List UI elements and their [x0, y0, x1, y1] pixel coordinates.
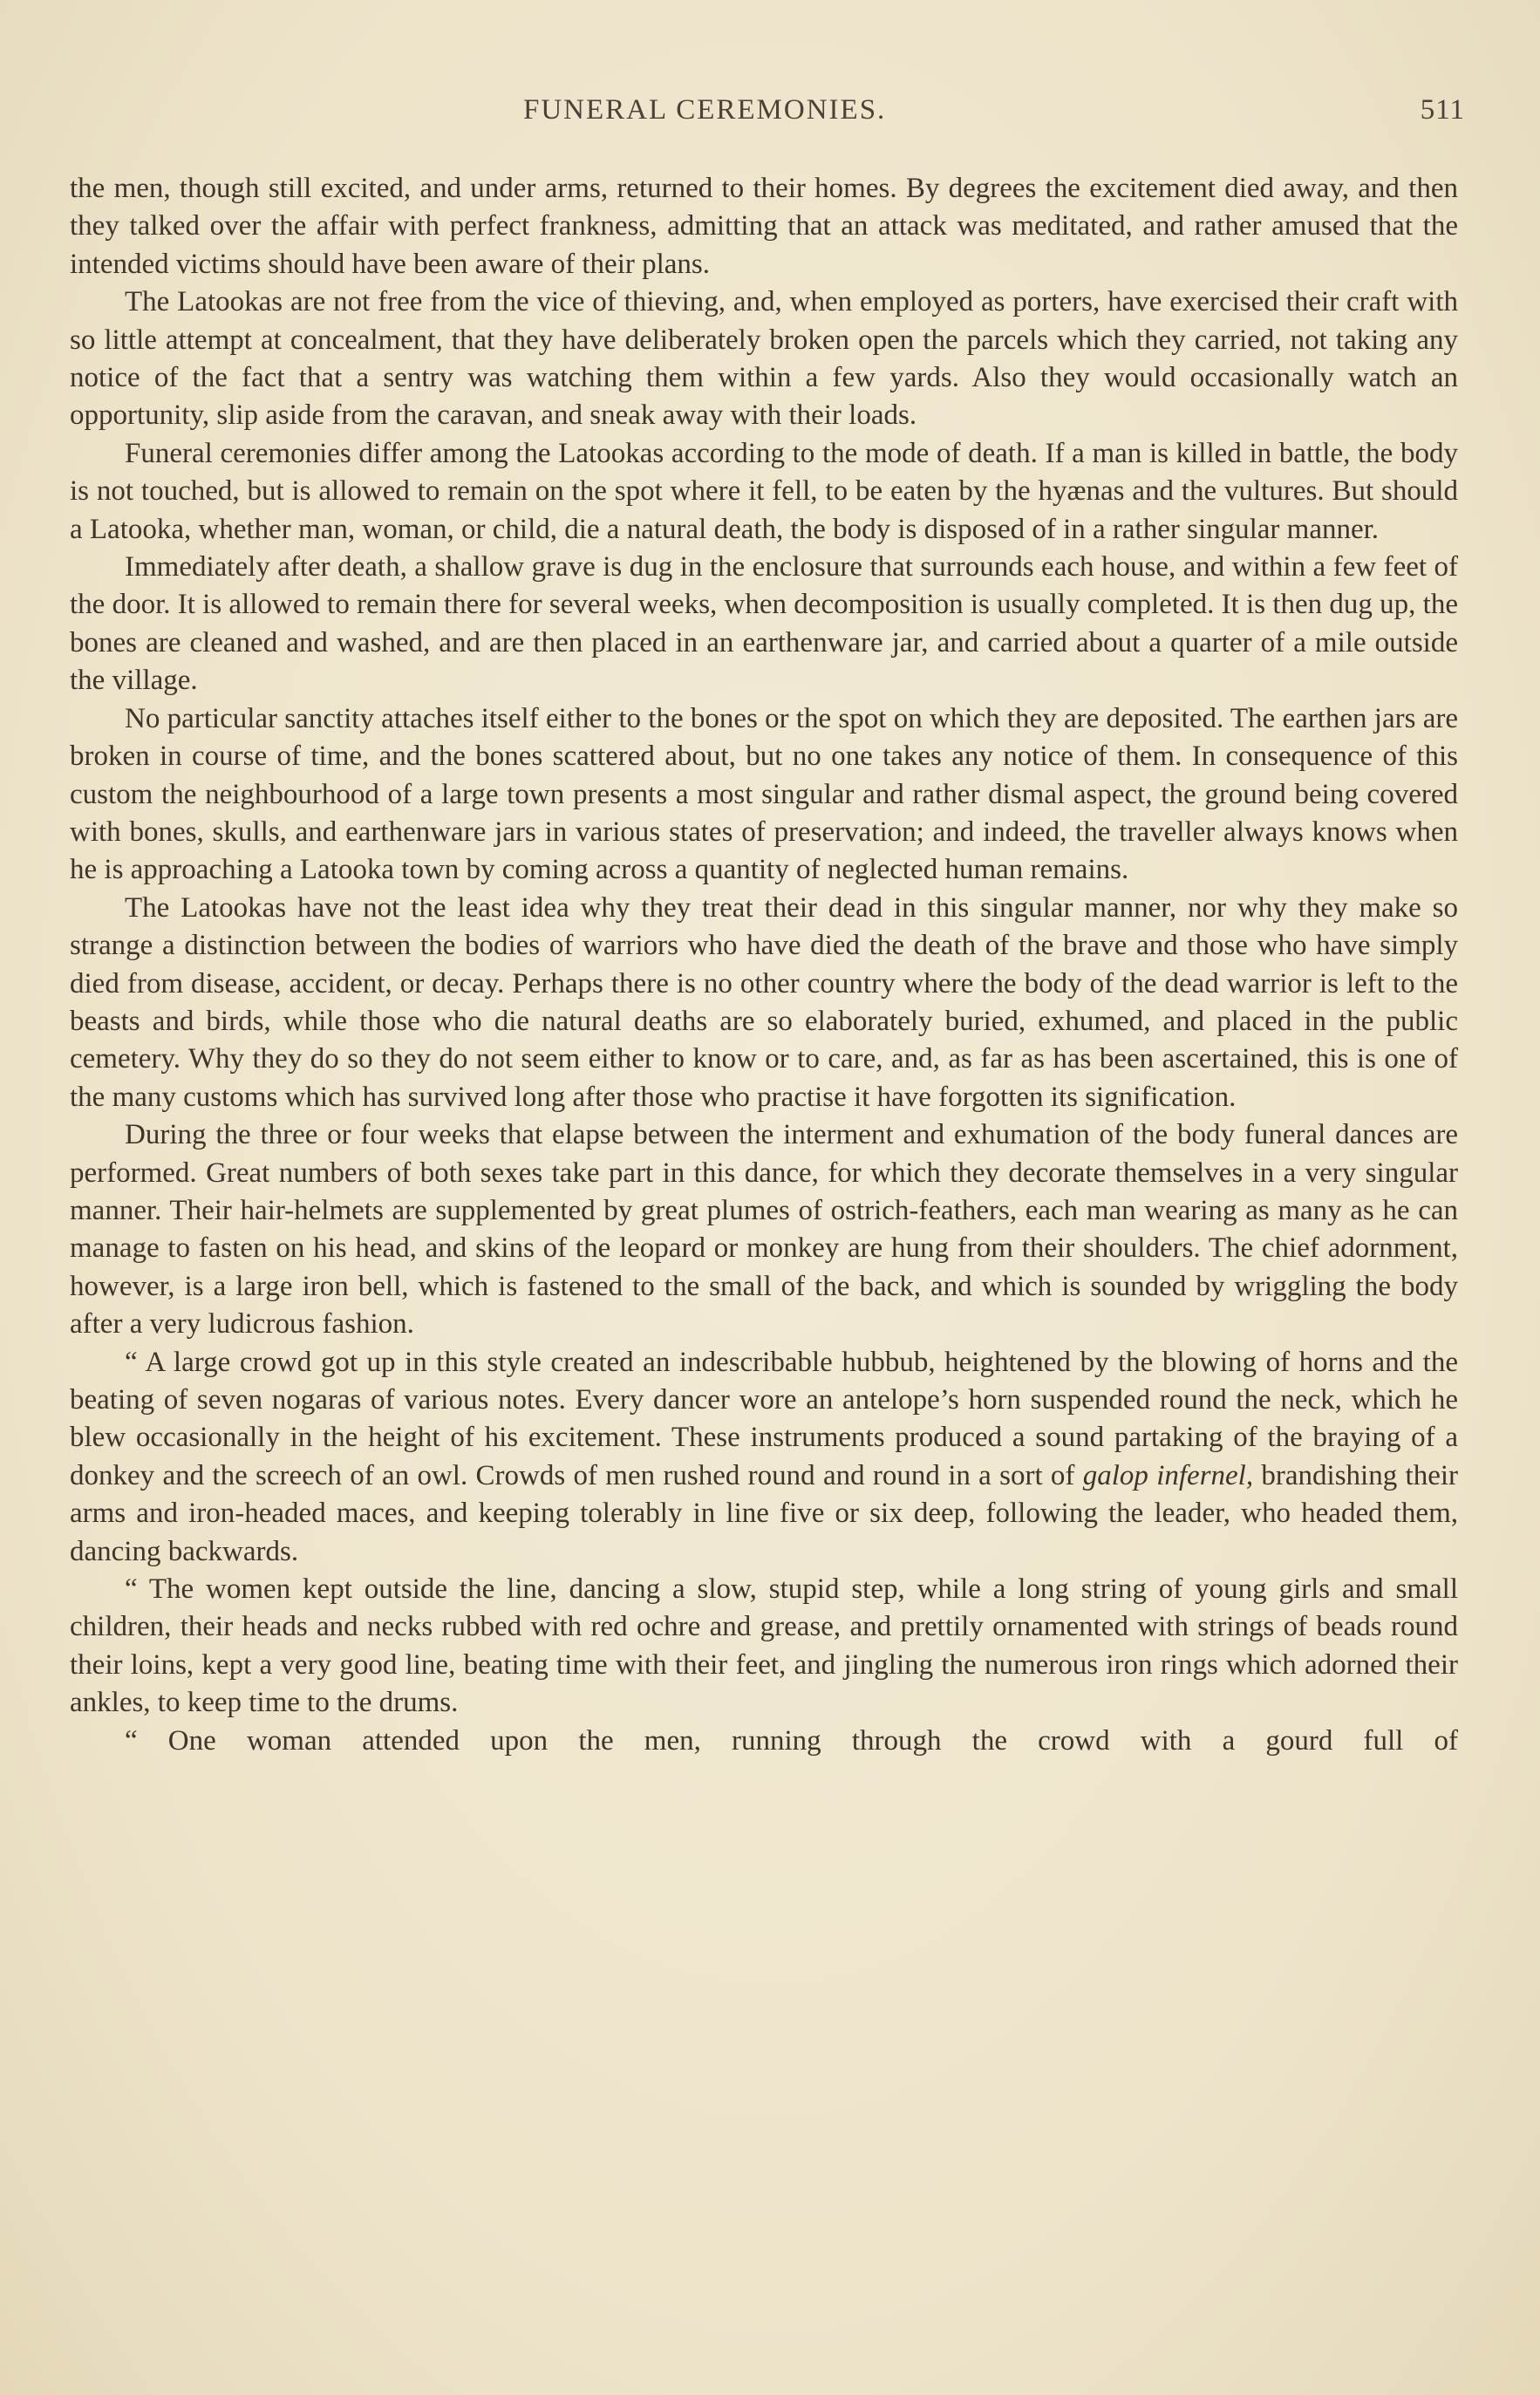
paragraph: Immediately after death, a shallow grave is dug in the enclosure that surrounds each house, and within a few feet of the door. It is allowed to remain there for several weeks, when decomposition is usually completed. It is then dug up, the bones are cleaned and washed, and are then placed in an earthenware jar, and carried about a quarter of a mile outside the village. [70, 551, 1458, 697]
running-title: FUNERAL CEREMONIES. [523, 94, 887, 126]
paragraph: Funeral ceremonies differ among the Latookas according to the mode of death. If a man is killed in battle, the body is not touched, but is allowed to remain on the spot where it fell, to be eaten by the hyænas and the vultures. But should a Latooka, whether man, woman, or child, die a natural death, the body is disposed of in a rather singular manner. [70, 437, 1458, 545]
paragraph-quote [70, 1344, 1458, 1571]
paragraph: The Latookas are not free from the vice of thieving, and, when employed as porters, have exercised their craft with so little attempt at concealment, that they have deliberately broken open the parcels which they carried, not taking any notice of the fact that a sentry was watching them within a few yards. Also they would occasionally watch an opportunity, slip aside from the caravan, and sneak away with their loads. [70, 286, 1458, 432]
paragraph: During the three or four weeks that elapse between the interment and exhumation of the body funeral dances are performed. Great numbers of both sexes take part in this dance, for which they decorate themselves in a very singular manner. Their hair-helmets are supplemented by great plumes of ostrich-feathers, each man wearing as many as he can manage to fasten on his head, and skins of the leopard or monkey are hung from their shoulders. The chief adornment, however, is a large iron bell, which is fastened to the small of the back, and which is sounded by wriggling the body after a very ludicrous fashion. [70, 1119, 1458, 1341]
body-text [70, 170, 1458, 1760]
paragraph-text: “ A large crowd got up in this style created an indescribable hubbub, heightened by the blowing of horns and the beating of seven nogaras of various notes. Every dancer wore an antelope’s horn suspended round the neck, which he blew occasionally in the height of his excitement. These instruments produced a sound partaking of the braying of a donkey and the screech of an owl. Crowds of men rushed round and round in a sort of [70, 1346, 1458, 1491]
italic-phrase: galop infernel, [1082, 1459, 1254, 1491]
paragraph: the men, though still excited, and under arms, returned to their homes. By degrees the excitement died away, and then they talked over the affair with perfect frankness, admitting that an attack was meditated, and rather amused that the intended victims should have been aware of their plans. [70, 173, 1458, 280]
paragraph-text: brandishing their arms and iron-headed maces, and keeping tolerably in line five or six deep, following the leader, who headed them, dancing backwards. [70, 1459, 1459, 1567]
paragraph: The Latookas have not the least idea why they treat their dead in this singular manner, nor why they make so strange a distinction between the bodies of warriors who have died the death of the brave and those who have simply died from disease, accident, or decay. Perhaps there is no other country where the body of the dead warrior is left to the beasts and birds, while those who die natural deaths are so elaborately buried, exhumed, and placed in the public cemetery. Why they do so they do not seem either to know or to care, and, as far as has been ascertained, this is one of the many customs which has survived long after those who practise it have forgotten its signification. [70, 891, 1458, 1113]
page-number: 511 [1420, 94, 1465, 126]
paragraph: No particular sanctity attaches itself either to the bones or the spot on which they are deposited. The earthen jars are broken in course of time, and the bones scattered about, but no one takes any notice of them. In consequence of this custom the neighbourhood of a large town presents a most singular and rather dismal aspect, the ground being covered with bones, skulls, and earthenware jars in various states of preservation; and indeed, the traveller always knows when he is approaching a Latooka town by coming across a quantity of neglected human remains. [70, 702, 1458, 886]
paragraph-quote-last: “ One woman attended upon the men, running through the crowd with a gourd full of [125, 1724, 1458, 1757]
paragraph-quote: “ The women kept outside the line, dancing a slow, stupid step, while a long string of young girls and small children, their heads and necks rubbed with red ochre and grease, and prettily ornamented with strings of beads round their loins, kept a very good line, beating time with their feet, and jingling the numerous iron rings which adorned their ankles, to keep time to the drums. [70, 1573, 1458, 1719]
running-header [70, 94, 1465, 133]
